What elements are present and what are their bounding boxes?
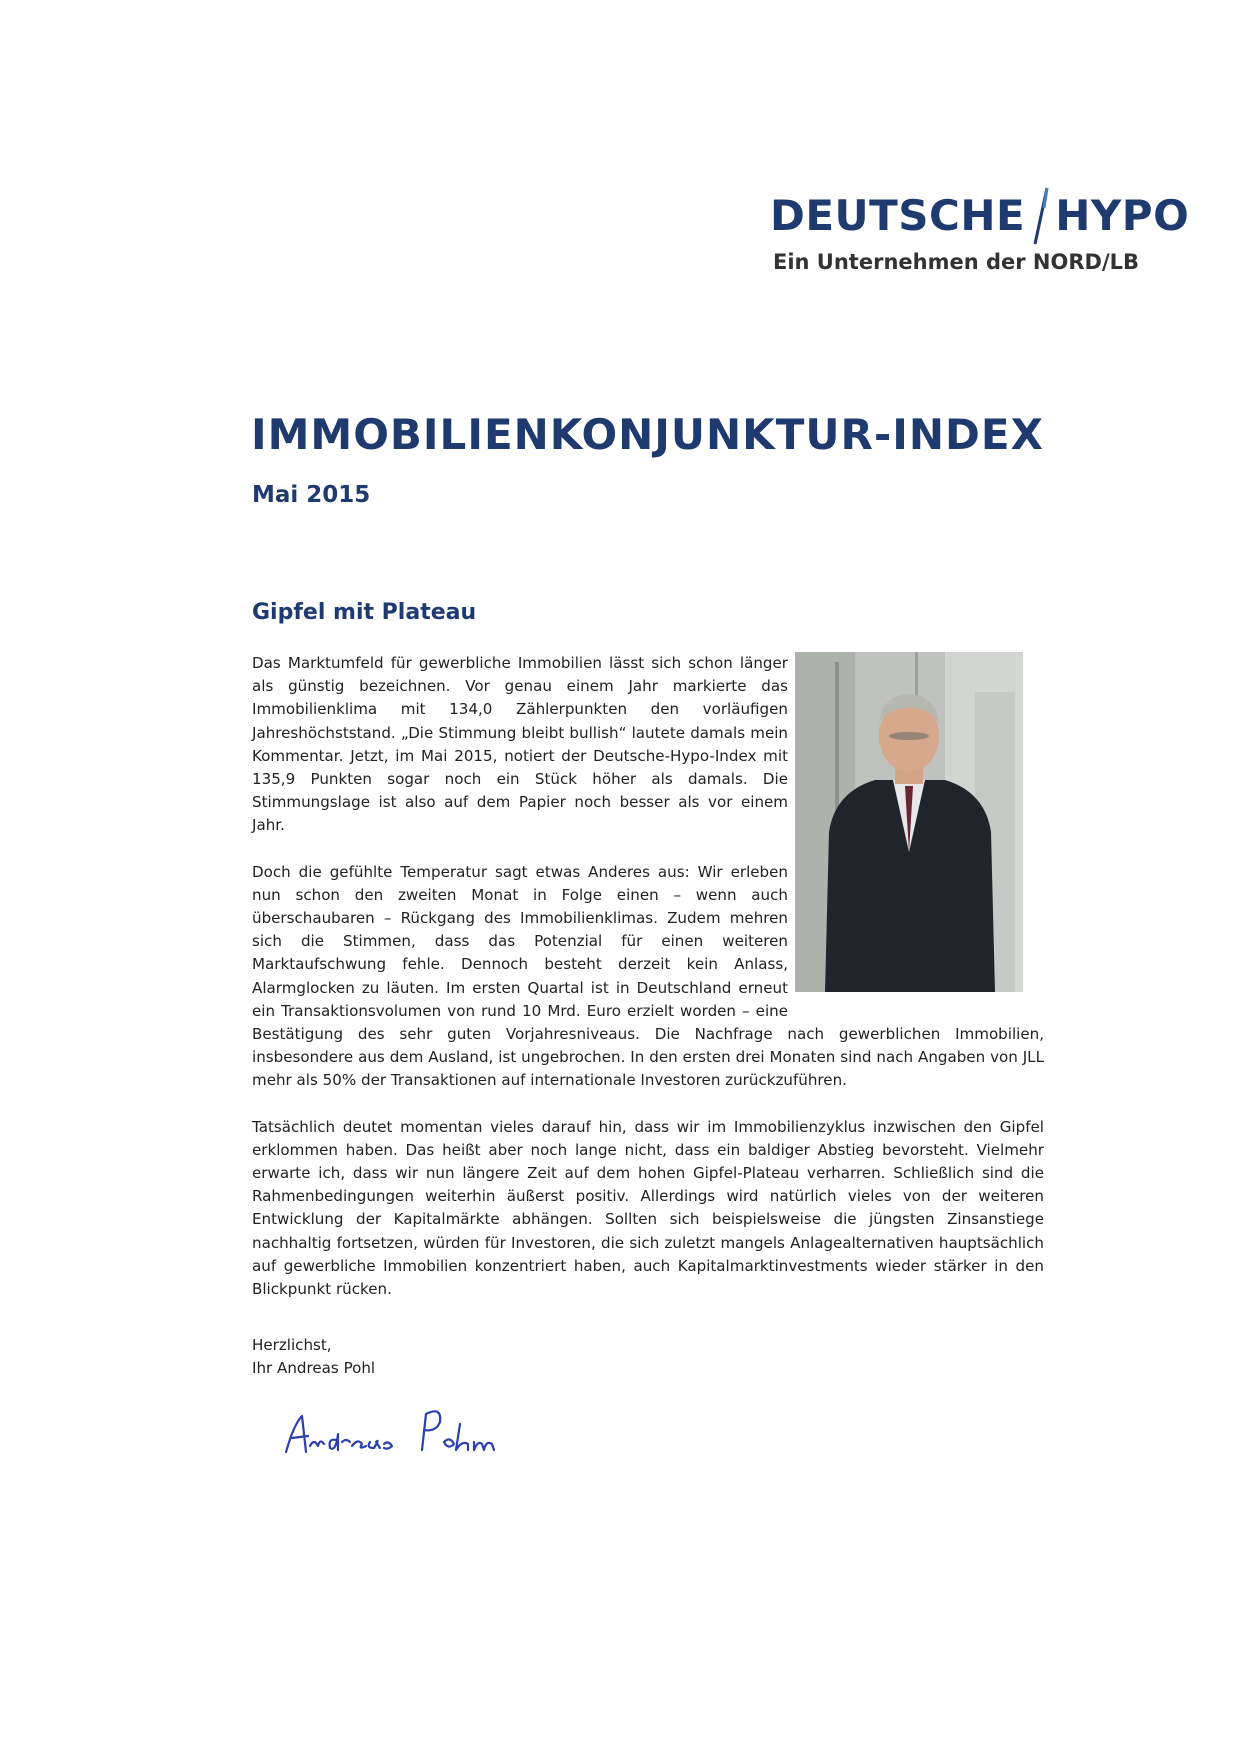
paragraph-1: Das Marktumfeld für gewerbliche Immobilien lässt sich schon länger als günstig bezeichnen. Vor genau einem Jahr markierte das Immobilienklima mit 134,0 Zählerpunkten den vorläufigen Jahreshöchststand. „Die Stimmung bleibt bullish“ lautete damals mein Kommentar. Jetzt, im Mai 2015, notiert der Deutsche-Hypo-Index mit 135,9 Punkten sogar noch ein Stück höher als damals. Die Stimmungslage ist also auf dem Papier noch besser als vor einem Jahr. xyxy=(252,654,788,835)
paragraph-3: Tatsächlich deutet momentan vieles darauf hin, dass wir im Immobilienzyklus inzwischen den Gipfel erklommen haben. Das heißt aber noch lange nicht, dass ein baldiger Abstieg bevorsteht. Vielmehr erwarte ich, dass wir nun längere Zeit auf dem hohen Gipfel-Plateau verharren. Schließlich sind die Rahmenbedingungen weiterhin äußerst positiv. Allerdings wird natürlich vieles von der weiteren Entwicklung der Kapitalmärkte abhängen. Sollten sich beispielsweise die jüngsten Zinsanstiege nachhaltig fortsetzen, würden für Investoren, die sich zuletzt mangels Anlagealternativen hauptsächlich auf gewerbliche Immobilien konzentriert haben, auch Kapitalmarktinvestments wieder stärker in den Blickpunkt rücken. xyxy=(252,1117,1044,1299)
logo-wordmark xyxy=(770,186,1189,246)
logo-tagline: Ein Unternehmen der NORD/LB xyxy=(773,250,1140,274)
author-name: Ihr Andreas Pohl xyxy=(252,1359,376,1378)
closing-block xyxy=(252,1334,375,1380)
article-body xyxy=(252,652,1044,1324)
logo-right-text: HYPO xyxy=(1055,191,1190,240)
logo-left-text: DEUTSCHE xyxy=(770,191,1026,240)
handwritten-signature xyxy=(280,1394,520,1464)
section-heading: Gipfel mit Plateau xyxy=(252,600,477,625)
closing-greeting: Herzlichst, xyxy=(252,1336,332,1354)
photo-spacer xyxy=(802,652,1044,1000)
paragraph-2: Doch die gefühlte Temperatur sagt etwas Anderes aus: Wir erleben nun schon den zweiten Monat in Folge einen – wenn auch überschaubaren – Rückgang des Immobilienklimas. Zudem mehren sich die Stimmen, dass das Potenzial für einen weiteren Marktaufschwung fehle. Dennoch besteht derzeit kein Anlass, Alarmglocken zu läuten. Im ersten Quartal ist in Deutschland erneut ein Transaktionsvolumen von rund 10 Mrd. Euro erzielt worden – eine Bestätigung des sehr guten Vorjahresniveaus. Die Nachfrage nach gewerblichen Immobilien, insbesondere aus dem Ausland, ist ungebrochen. In den ersten drei Monaten sind nach Angaben von JLL mehr als 50% der Transaktionen auf internationale Investoren zurückzuführen. xyxy=(252,862,1044,1090)
document-title: IMMOBILIENKONJUNKTUR-INDEX xyxy=(251,410,1044,459)
company-logo xyxy=(770,186,1190,286)
logo-slash-icon xyxy=(1025,186,1055,246)
document-date: Mai 2015 xyxy=(252,482,371,508)
